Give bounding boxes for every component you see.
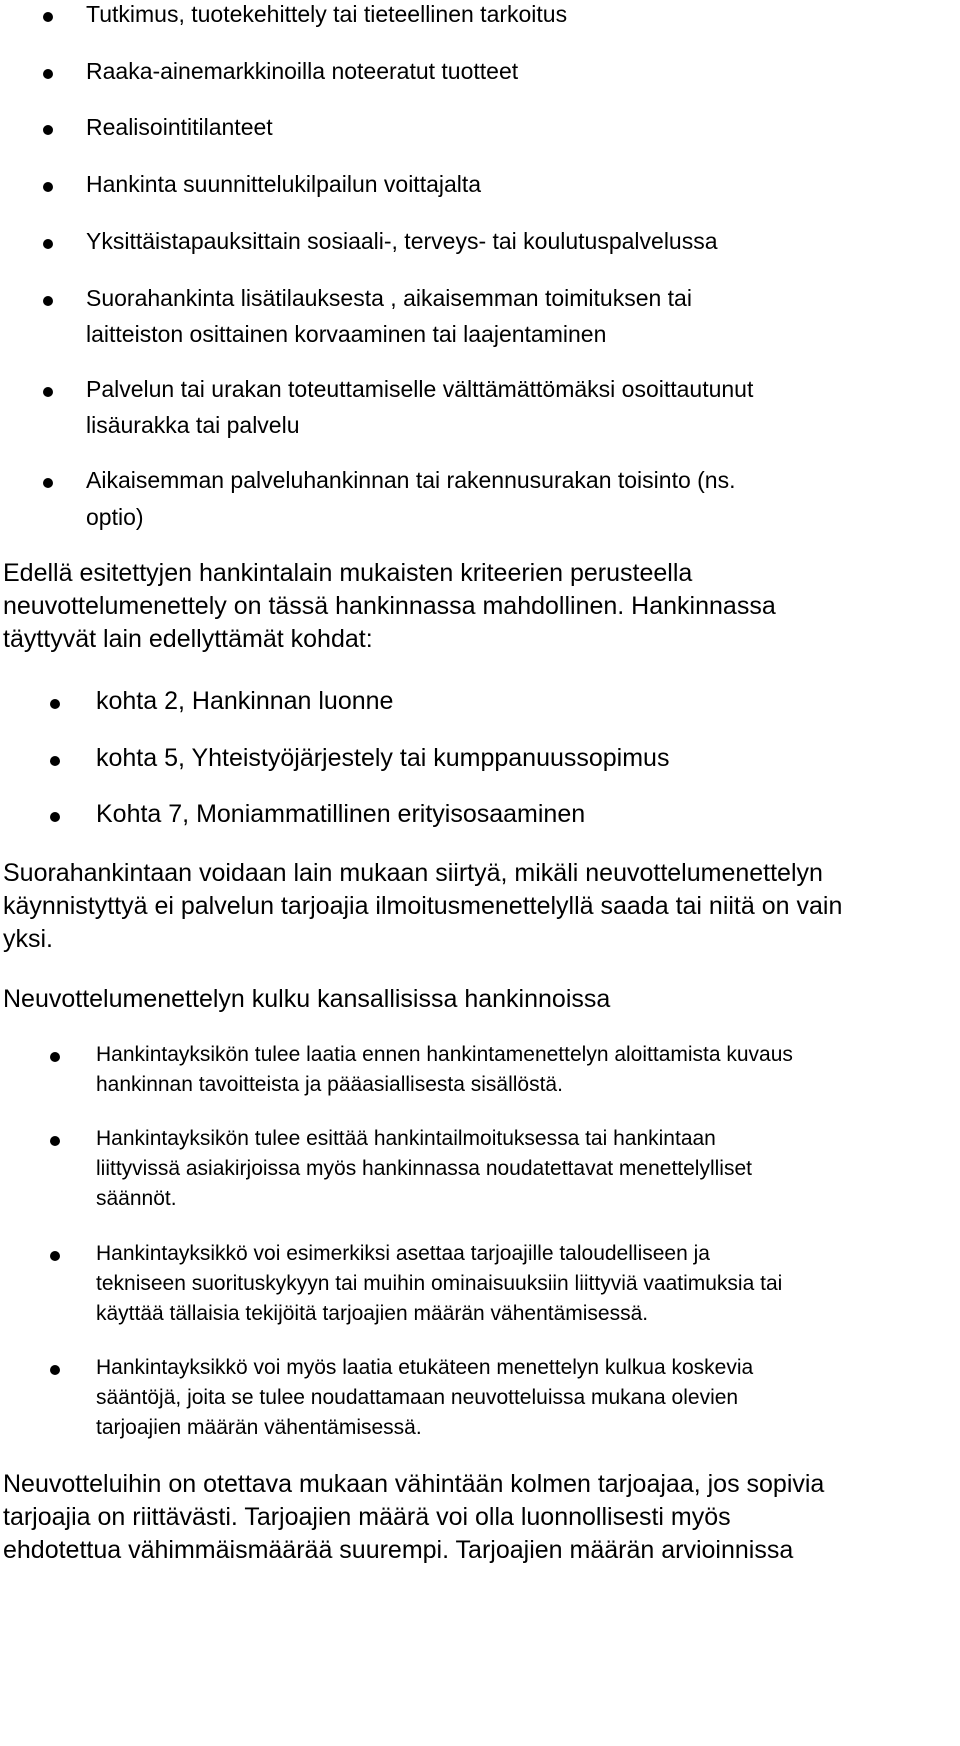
list-item-text: säännöt. (96, 1187, 177, 1210)
bullet-icon (50, 756, 60, 766)
list-item-text: Hankinta suunnittelukilpailun voittajalta (86, 171, 482, 197)
paragraph-line: neuvottelumenettely on tässä hankinnassa mahdollinen. Hankinnassa (3, 592, 776, 620)
list-item-text: Suorahankinta lisätilauksesta , aikaisemman toimituksen tai (86, 285, 692, 311)
list-item-text: Raaka-ainemarkkinoilla noteeratut tuotteet (86, 58, 519, 84)
bullet-icon (43, 182, 53, 192)
list-item-text: Yksittäistapauksittain sosiaali-, terveys- tai koulutuspalvelussa (86, 228, 718, 254)
list-item-text: Palvelun tai urakan toteuttamiselle välttämättömäksi osoittautunut (86, 376, 754, 402)
bullet-icon (50, 1251, 60, 1261)
bullet-icon (43, 69, 53, 79)
list-item-text: kohta 2, Hankinnan luonne (96, 687, 394, 715)
paragraph-line: käynnistyttyä ei palvelun tarjoajia ilmoitusmenettelyllä saada tai niitä on vain (3, 892, 843, 920)
list-item-text: tekniseen suorituskykyyn tai muihin ominaisuuksiin liittyviä vaatimuksia tai (96, 1272, 783, 1295)
list-item-text: Hankintayksikön tulee esittää hankintailmoituksessa tai hankintaan (96, 1127, 716, 1150)
paragraph-line: tarjoajia on riittävästi. Tarjoajien määrä voi olla luonnollisesti myös (3, 1503, 731, 1531)
list-item-text: Hankintayksikkö voi esimerkiksi asettaa tarjoajille taloudelliseen ja (96, 1242, 710, 1265)
list-item-text: Kohta 7, Moniammatillinen erityisosaaminen (96, 800, 586, 828)
list-item-text: tarjoajien määrän vähentämisessä. (96, 1416, 422, 1439)
list-item-text: kohta 5, Yhteistyöjärjestely tai kumppanuussopimus (96, 744, 670, 772)
bullet-icon (50, 1365, 60, 1375)
bullet-icon (43, 12, 53, 22)
list-item-text: hankinnan tavoitteista ja pääasiallisesta sisällöstä. (96, 1073, 563, 1096)
bullet-icon (50, 699, 60, 709)
bullet-icon (43, 296, 53, 306)
list-item-text: Tutkimus, tuotekehittely tai tieteellinen tarkoitus (86, 1, 568, 27)
list-item-text: optio) (86, 504, 144, 530)
bullet-icon (43, 239, 53, 249)
paragraph-line: Edellä esitettyjen hankintalain mukaisten kriteerien perusteella (3, 559, 693, 587)
list-item-text: Aikaisemman palveluhankinnan tai rakennusurakan toisinto (ns. (86, 467, 736, 493)
list-item-text: Hankintayksikön tulee laatia ennen hankintamenettelyn aloittamista kuvaus (96, 1043, 793, 1066)
bullet-icon (43, 387, 53, 397)
paragraph-line: täyttyvät lain edellyttämät kohdat: (3, 625, 373, 653)
list-item-text: liittyvissä asiakirjoissa myös hankinnassa noudatettavat menettelylliset (96, 1157, 752, 1180)
bullet-icon (43, 478, 53, 488)
list-item-text: Hankintayksikkö voi myös laatia etukäteen menettelyn kulkua koskevia (96, 1356, 754, 1379)
paragraph-line: Neuvotteluihin on otettava mukaan vähintään kolmen tarjoajaa, jos sopivia (3, 1470, 825, 1498)
paragraph-line: yksi. (3, 925, 53, 953)
list-item-text: sääntöjä, joita se tulee noudattamaan neuvotteluissa mukana olevien (96, 1386, 739, 1409)
bullet-icon (50, 1052, 60, 1062)
list-item-text: laitteiston osittainen korvaaminen tai laajentaminen (86, 321, 607, 347)
paragraph-line: ehdotettua vähimmäismäärää suurempi. Tarjoajien määrän arvioinnissa (3, 1536, 794, 1564)
bullet-icon (50, 812, 60, 822)
list-item-text: käyttää tällaisia tekijöitä tarjoajien määrän vähentämisessä. (96, 1302, 649, 1325)
bullet-icon (50, 1136, 60, 1146)
list-item-text: lisäurakka tai palvelu (86, 412, 300, 438)
paragraph-line: Suorahankintaan voidaan lain mukaan siirtyä, mikäli neuvottelumenettelyn (3, 859, 823, 887)
section-heading: Neuvottelumenettelyn kulku kansallisissa hankinnoissa (3, 985, 611, 1013)
bullet-icon (43, 125, 53, 135)
list-item-text: Realisointitilanteet (86, 114, 273, 140)
